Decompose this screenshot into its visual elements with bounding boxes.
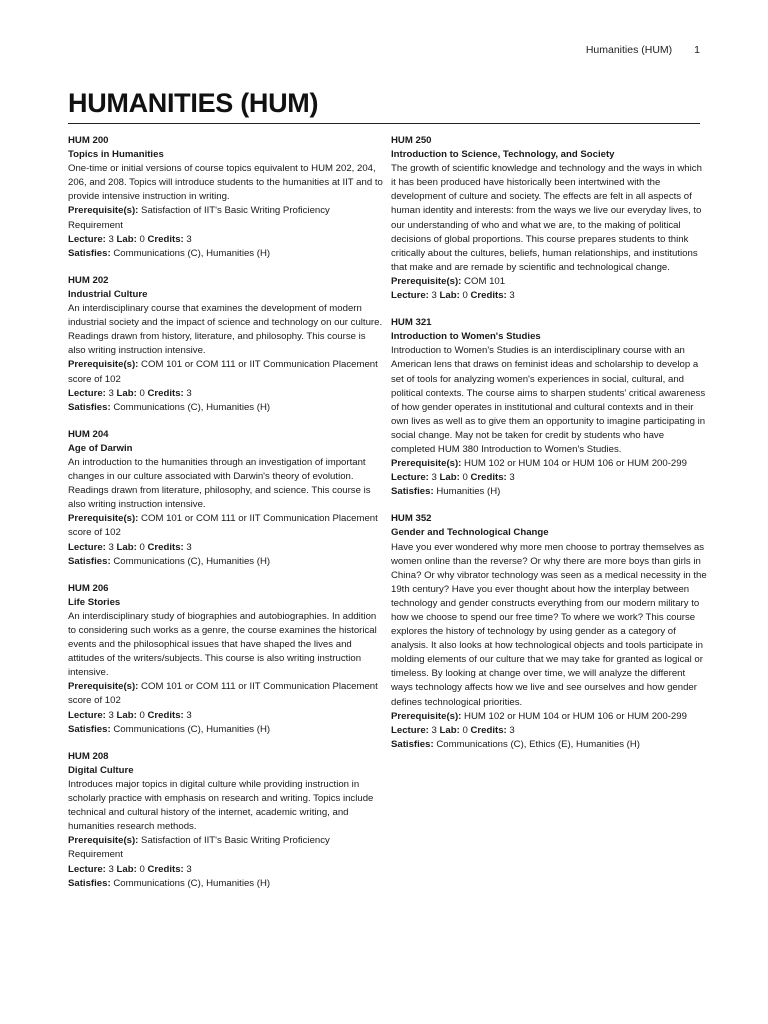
prerequisite-value: HUM 102 or HUM 104 or HUM 106 or HUM 200-299	[464, 458, 687, 470]
course-code: HUM 352	[391, 513, 432, 525]
prerequisite-line	[68, 204, 384, 232]
running-header	[586, 44, 700, 56]
course-title: Industrial Culture	[68, 288, 148, 300]
credit-hours: 3	[509, 724, 515, 736]
course-description: Introduces major topics in digital culture while providing instruction in scholarly practice with emphasis on research and writing. Topics include technical and cultural history of the internet, academic writing, and humanities research methods.	[68, 778, 374, 833]
course-description: An interdisciplinary course that examines the development of modern industrial society and the impact of science and technology on our culture. Readings drawn from history, literature, and philosophy. This course is also writing instruction intensive.	[68, 303, 383, 357]
satisfies-line	[68, 401, 384, 415]
satisfies-label: Satisfies:	[68, 247, 111, 259]
hours-line	[391, 724, 707, 738]
satisfies-line	[391, 738, 707, 752]
course-code: HUM 206	[68, 582, 109, 594]
prerequisite-line	[68, 358, 384, 386]
prerequisite-line	[391, 275, 707, 289]
satisfies-value: Communications (C), Humanities (H)	[113, 247, 271, 259]
lecture-label: Lecture:	[68, 709, 106, 721]
course-code: HUM 208	[68, 750, 109, 762]
course-title: Gender and Technological Change	[391, 527, 549, 539]
page-title: HUMANITIES (HUM)	[68, 88, 319, 118]
lab-label: Lab:	[116, 863, 137, 875]
credit-hours: 3	[186, 387, 192, 399]
lab-label: Lab:	[439, 472, 460, 484]
satisfies-label: Satisfies:	[68, 401, 111, 413]
satisfies-value: Communications (C), Humanities (H)	[113, 877, 271, 889]
credit-hours: 3	[186, 863, 192, 875]
lab-hours: 0	[139, 863, 145, 875]
lab-hours: 0	[462, 472, 468, 484]
satisfies-value: Communications (C), Humanities (H)	[113, 401, 271, 413]
course-entry	[391, 316, 707, 499]
credits-label: Credits:	[147, 387, 184, 399]
course-code: HUM 321	[391, 317, 432, 329]
course-entry	[68, 750, 384, 891]
lab-label: Lab:	[116, 233, 137, 245]
hours-line	[391, 471, 707, 485]
prerequisite-line	[391, 457, 707, 471]
course-description: An interdisciplinary study of biographies and autobiographies. In addition to considering such works as a genre, the course examines the historical events and the philosophical issues that have shaped the lives and attitudes of the writers/subjects. This course is also writing instruction intensive.	[68, 610, 377, 679]
credits-label: Credits:	[470, 472, 507, 484]
lecture-hours: 3	[108, 709, 114, 721]
course-title: Digital Culture	[68, 764, 134, 776]
credits-label: Credits:	[147, 233, 184, 245]
lecture-hours: 3	[108, 233, 114, 245]
course-code: HUM 202	[68, 274, 109, 286]
left-column	[68, 134, 384, 904]
hours-line	[68, 863, 384, 877]
credit-hours: 3	[509, 290, 515, 302]
lab-hours: 0	[139, 541, 145, 553]
satisfies-label: Satisfies:	[68, 555, 111, 567]
lab-label: Lab:	[439, 290, 460, 302]
lecture-hours: 3	[431, 290, 437, 302]
course-entry	[68, 274, 384, 415]
course-description: An introduction to the humanities through an investigation of important changes in our culture associated with Darwin's theory of evolution. Readings drawn from literature, philosophy, and science. This course is also writing instruction intensive.	[68, 456, 371, 511]
lecture-hours: 3	[108, 387, 114, 399]
satisfies-line	[68, 723, 384, 737]
satisfies-line	[68, 555, 384, 569]
lecture-label: Lecture:	[68, 233, 106, 245]
satisfies-value: Communications (C), Ethics (E), Humanities (H)	[436, 738, 640, 750]
course-entry	[391, 512, 707, 752]
satisfies-value: Humanities (H)	[436, 486, 501, 498]
hours-line	[68, 709, 384, 723]
course-entry	[68, 134, 384, 261]
credits-label: Credits:	[470, 724, 507, 736]
lab-label: Lab:	[116, 541, 137, 553]
prerequisite-value: COM 101 or COM 111 or IIT Communication Placement score of 102	[68, 681, 378, 707]
prerequisite-value: COM 101	[464, 275, 506, 287]
prerequisite-label: Prerequisite(s):	[391, 275, 462, 287]
hours-line	[68, 387, 384, 401]
satisfies-line	[68, 247, 384, 261]
satisfies-label: Satisfies:	[68, 723, 111, 735]
prerequisite-value: HUM 102 or HUM 104 or HUM 106 or HUM 200-299	[464, 710, 687, 722]
credit-hours: 3	[186, 541, 192, 553]
lecture-label: Lecture:	[391, 472, 429, 484]
credits-label: Credits:	[147, 709, 184, 721]
credits-label: Credits:	[147, 541, 184, 553]
title-rule	[68, 123, 700, 124]
prerequisite-label: Prerequisite(s):	[68, 681, 139, 693]
credit-hours: 3	[509, 472, 515, 484]
lab-hours: 0	[139, 233, 145, 245]
prerequisite-label: Prerequisite(s):	[68, 359, 139, 371]
course-title: Topics in Humanities	[68, 149, 164, 161]
course-description: Introduction to Women's Studies is an interdisciplinary course with an American lens that draws on feminist ideas and scholarship to develop a set of tools for analyzing women's experiences in social, cultural, and political contexts. The course aims to sharpen students' critical awareness of how gender operates in institutional and cultural contexts and in their own lives as well as to give them an opportunity to imagine participating in social change. May not be taken for credit by students who have completed HUM 380 Introduction to Women's Studies.	[391, 345, 706, 455]
satisfies-label: Satisfies:	[391, 486, 434, 498]
lecture-label: Lecture:	[68, 387, 106, 399]
course-description: One-time or initial versions of course topics equivalent to HUM 202, 204, 206, and 208. Topics will introduce students to the humanities at IIT and to provide intensive instruction in writing.	[68, 163, 383, 203]
credit-hours: 3	[186, 233, 192, 245]
course-description: Have you ever wondered why more men choose to portray themselves as women online than the reverse? Or why there are more boys than girls in China? Or why vibrator technology was seen as a medical necessity in the 19th century? Have you ever thought about how the interplay between technology and gender constructs everything from our modern military to how we choose to spend our free time? To where we work? This course explores the history of technology by using gender as a category of analysis. It also looks at how technological objects and tools participate in molding elements of our culture that we may take for granted as logical or timeless. By looking at change over time, we will analyze the different ways technology affects how we live and see ourselves and how gender defines technological priorities.	[391, 541, 707, 708]
prerequisite-line	[68, 512, 384, 540]
course-code: HUM 200	[68, 135, 109, 146]
course-entry	[68, 582, 384, 737]
lab-label: Lab:	[116, 709, 137, 721]
lecture-label: Lecture:	[68, 541, 106, 553]
lecture-label: Lecture:	[391, 290, 429, 302]
prerequisite-value: Satisfaction of IIT's Basic Writing Proficiency Requirement	[68, 205, 330, 231]
running-title: Humanities (HUM)	[585, 44, 673, 56]
credits-label: Credits:	[147, 863, 184, 875]
lecture-label: Lecture:	[68, 863, 106, 875]
lab-hours: 0	[139, 387, 145, 399]
credit-hours: 3	[186, 709, 192, 721]
lab-hours: 0	[462, 290, 468, 302]
lecture-hours: 3	[431, 472, 437, 484]
course-title: Introduction to Women's Studies	[391, 331, 541, 343]
lecture-hours: 3	[108, 863, 114, 875]
course-code: HUM 250	[391, 135, 432, 146]
prerequisite-value: COM 101 or COM 111 or IIT Communication Placement score of 102	[68, 513, 378, 539]
course-title: Life Stories	[68, 596, 121, 608]
course-entry	[391, 134, 707, 303]
credits-label: Credits:	[470, 290, 507, 302]
lecture-hours: 3	[431, 724, 437, 736]
prerequisite-label: Prerequisite(s):	[391, 710, 462, 722]
lab-label: Lab:	[116, 387, 137, 399]
hours-line	[68, 541, 384, 555]
satisfies-line	[391, 485, 707, 499]
satisfies-value: Communications (C), Humanities (H)	[113, 723, 271, 735]
lab-hours: 0	[462, 724, 468, 736]
prerequisite-value: COM 101 or COM 111 or IIT Communication Placement score of 102	[68, 359, 378, 385]
prerequisite-line	[68, 834, 384, 862]
prerequisite-label: Prerequisite(s):	[68, 513, 139, 525]
satisfies-line	[68, 877, 384, 891]
course-description: The growth of scientific knowledge and technology and the ways in which it has been produced have historically been intertwined with the development of culture and society. The effects are felt in all aspects of human identity and interests: from the ways we live our everyday lives, to our understanding of who and what we are, to the making of political decisions of global proportions. This course prepares students to think critically about the cultures, beliefs, human relationships, and institutions that make and are remade by scientific and technological change.	[391, 163, 702, 273]
prerequisite-label: Prerequisite(s):	[391, 458, 462, 470]
hours-line	[68, 233, 384, 247]
prerequisite-line	[391, 710, 707, 724]
hours-line	[391, 289, 707, 303]
prerequisite-value: Satisfaction of IIT's Basic Writing Proficiency Requirement	[68, 835, 330, 861]
page-number: 1	[694, 44, 700, 56]
course-entry	[68, 428, 384, 569]
right-column	[391, 134, 707, 765]
course-code: HUM 204	[68, 428, 109, 440]
satisfies-label: Satisfies:	[391, 738, 434, 750]
lecture-hours: 3	[108, 541, 114, 553]
prerequisite-label: Prerequisite(s):	[68, 835, 139, 847]
course-title: Age of Darwin	[68, 442, 133, 454]
lab-label: Lab:	[439, 724, 460, 736]
prerequisite-label: Prerequisite(s):	[68, 205, 139, 217]
prerequisite-line	[68, 680, 384, 708]
satisfies-label: Satisfies:	[68, 877, 111, 889]
course-title: Introduction to Science, Technology, and Society	[391, 149, 615, 161]
satisfies-value: Communications (C), Humanities (H)	[113, 555, 271, 567]
lab-hours: 0	[139, 709, 145, 721]
lecture-label: Lecture:	[391, 724, 429, 736]
